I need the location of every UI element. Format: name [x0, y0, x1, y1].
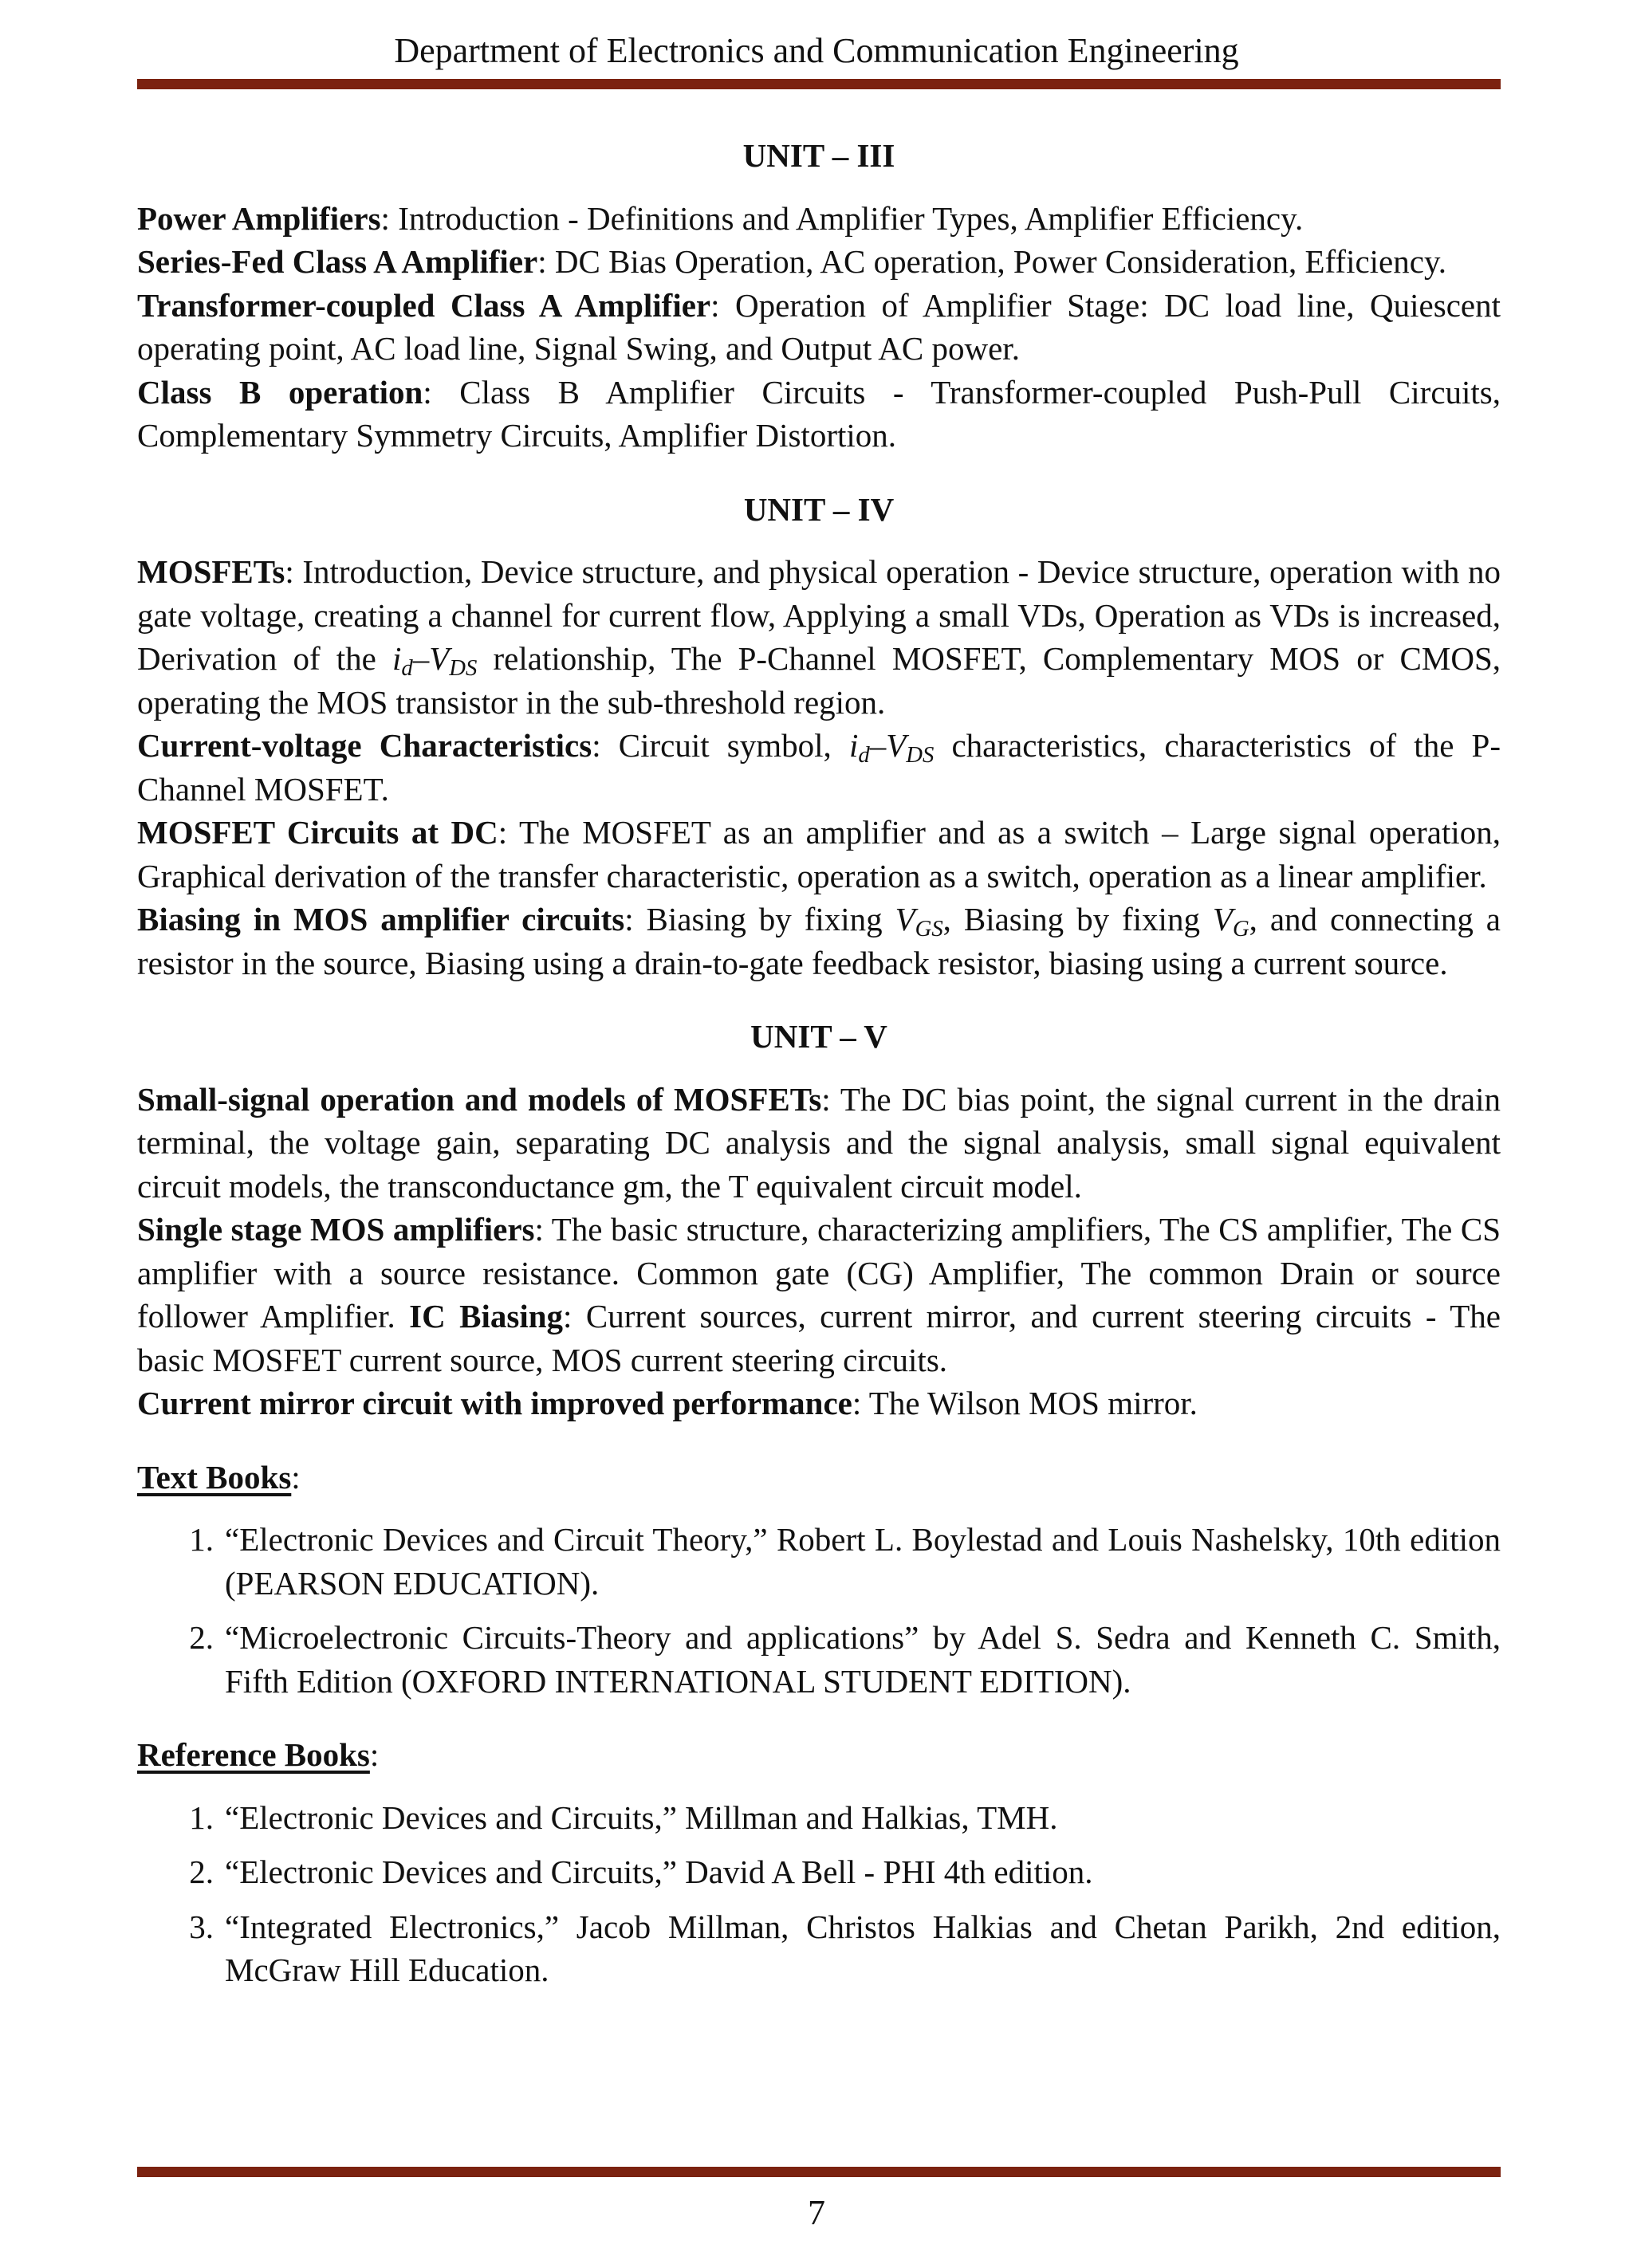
topic-heading: IC Biasing: [409, 1298, 564, 1334]
unit-3-topic-transformer-coupled: [137, 284, 1501, 371]
topic-text: : Class B Amplifier Circuits - Transformer-coupled Push-Pull Circuits, Complementary Symmetry Circuits, Amplifier Distortion.: [137, 373, 1501, 454]
unit-3-title: UNIT – III: [742, 137, 895, 174]
list-item: 3. “Integrated Electronics,” Jacob Millman, Christos Halkias and Chetan Parikh, 2nd edition, McGraw Hill Education.: [189, 1908, 1501, 1988]
topic-text: relationship, The P-Channel MOSFET, Complementary MOS or CMOS, operating the MOS transistor in the sub-threshold region.: [137, 640, 1501, 721]
topic-heading: Biasing in MOS amplifier circuits: [137, 901, 625, 937]
page-header-title: Department of Electronics and Communication Engineering: [394, 31, 1239, 70]
topic-text: : Operation of Amplifier Stage: DC load line, Quiescent operating point, AC load line, Signal Swing, and Output AC power.: [137, 286, 1501, 367]
list-item: 1. “Electronic Devices and Circuit Theory,” Robert L. Boylestad and Louis Nashelsky, 10th edition (PEARSON EDUCATION).: [189, 1521, 1501, 1602]
topic-heading: Class B operation: [137, 373, 423, 411]
topic-text: : Introduction, Device structure, and physical operation - Device structure, operation with no gate voltage, creating a channel for current flow, Applying a small VDs, Operation as VDs is increased, Derivation of the: [137, 553, 1501, 677]
unit-5-topic-current-mirror: [137, 1382, 1501, 1425]
document-body: [137, 134, 1501, 2003]
unit-3-topic-power-amplifiers: [137, 197, 1501, 241]
topic-heading: Current mirror circuit with improved performance: [137, 1385, 852, 1421]
topic-text: : DC Bias Operation, AC operation, Power Consideration, Efficiency.: [537, 243, 1447, 280]
topic-text: : The MOSFET as an amplifier and as a switch – Large signal operation, Graphical derivation of the transfer characteristic, operation as a switch, operation as a linear amplifier.: [137, 814, 1501, 894]
topic-heading: Single stage MOS amplifiers: [137, 1211, 535, 1248]
topic-text: : The Wilson MOS mirror.: [852, 1385, 1198, 1421]
topic-heading: Current-voltage Characteristics: [137, 727, 592, 764]
topic-text: characteristics, characteristics of the P-Channel MOSFET.: [137, 727, 1501, 808]
unit-4-topic-mosfets: [137, 550, 1501, 724]
list-item: 2. “Microelectronic Circuits-Theory and applications” by Adel S. Sedra and Kenneth C. Smith, Fifth Edition (OXFORD INTERNATIONAL STUDENT EDITION).: [189, 1619, 1501, 1700]
unit-5-title: UNIT – V: [750, 1018, 887, 1055]
unit-5-topic-single-stage: [137, 1208, 1501, 1382]
topic-heading: Small-signal operation and models of MOSFETs: [137, 1080, 822, 1118]
topic-text: : Introduction - Definitions and Amplifier Types, Amplifier Efficiency.: [380, 199, 1304, 237]
header-rule: [137, 79, 1501, 89]
footer-rule: [137, 2167, 1501, 2177]
reference-books-heading: Reference Books:: [137, 1736, 380, 1773]
reference-books-list: [137, 1796, 1501, 1992]
id-vds-math: $i_d-V_{DS}$: [848, 727, 935, 768]
topic-text: : The basic structure, characterizing amplifiers, The CS amplifier, The CS amplifier with a source resistance. Common gate (CG) Amplifier, The common Drain or source follower Amplifier.: [137, 1211, 1501, 1334]
topic-text: : The DC bias point, the signal current in the drain terminal, the voltage gain, separating DC analysis and the signal analysis, small signal equivalent circuit models, the transconductance gm, the T equivalent circuit model.: [137, 1080, 1501, 1205]
text-books-heading: Text Books:: [137, 1458, 301, 1496]
topic-text: : Biasing by fixing: [624, 901, 895, 937]
list-item: 1. “Electronic Devices and Circuits,” Millman and Halkias, TMH.: [189, 1798, 1058, 1836]
vg-math: $V_G$: [1212, 901, 1249, 942]
topic-heading: Series-Fed Class A Amplifier: [137, 243, 538, 280]
list-item: 2. “Electronic Devices and Circuits,” David A Bell - PHI 4th edition.: [189, 1853, 1093, 1890]
topic-heading: MOSFET Circuits at DC: [137, 814, 498, 851]
unit-5-topic-small-signal: [137, 1078, 1501, 1209]
text-books-list: [137, 1518, 1501, 1703]
topic-text: , Biasing by fixing: [942, 901, 1213, 937]
unit-3-topic-series-fed: [137, 240, 1501, 284]
unit-4-topic-mosfet-dc: [137, 811, 1501, 898]
unit-4-title: UNIT – IV: [743, 490, 895, 528]
unit-4-topic-current-voltage: [137, 724, 1501, 811]
topic-text: , and connecting a resistor in the source, Biasing using a drain-to-gate feedback resistor, biasing using a current source.: [137, 901, 1501, 981]
topic-heading: Transformer-coupled Class A Amplifier: [137, 286, 711, 324]
topic-text: : Circuit symbol,: [592, 727, 849, 764]
page-number: 7: [808, 2193, 825, 2232]
unit-4-topic-biasing: [137, 898, 1501, 985]
topic-heading: Power Amplifiers: [137, 199, 381, 237]
vgs-math: $V_{GS}$: [895, 901, 943, 942]
unit-3-topic-class-b: [137, 371, 1501, 458]
topic-text: : Current sources, current mirror, and current steering circuits - The basic MOSFET current source, MOS current steering circuits.: [137, 1298, 1501, 1378]
topic-heading: MOSFETs: [137, 553, 285, 590]
id-vds-math: $i_d-V_{DS}$: [392, 640, 478, 682]
